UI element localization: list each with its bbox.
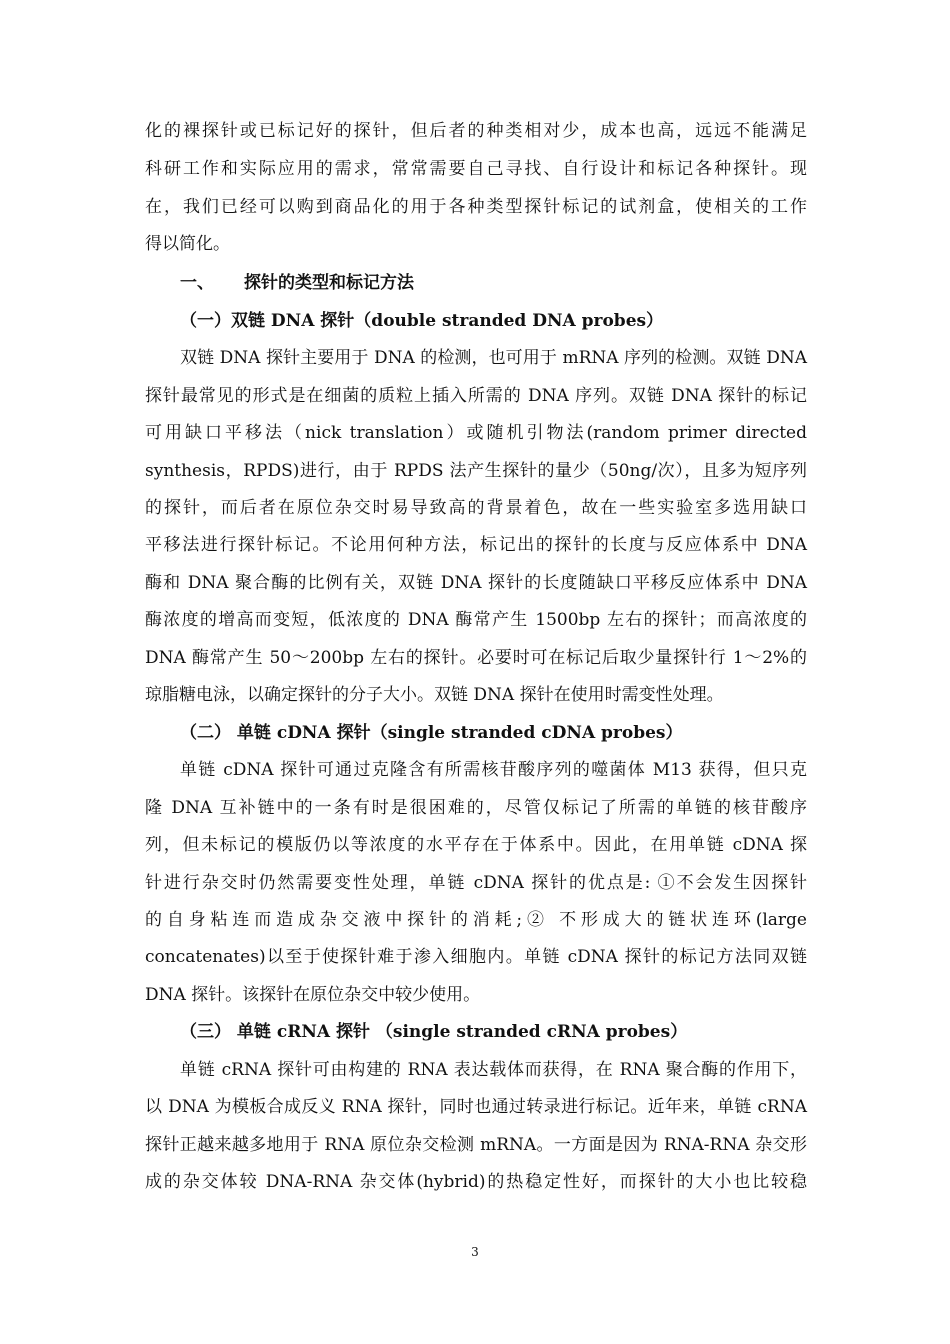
sub1-line-9: DNA 酶常产生 50～200bp 左右的探针。必要时可在标记后取少量探针行 1～2%的 — [145, 648, 807, 668]
intro-line-2: 科研工作和实际应用的需求，常常需要自己寻找、自行设计和标记各种探针。现 — [145, 159, 807, 179]
sub1-line-7: 酶和 DNA 聚合酶的比例有关，双链 DNA 探针的长度随缺口平移反应体系中 DNA — [145, 573, 807, 593]
sub2-line-5: 的自身粘连而造成杂交液中探针的消耗;② 不形成大的链状连环(large — [145, 910, 807, 930]
intro-line-4: 得以简化。 — [145, 234, 230, 254]
sub1-line-1: 双链 DNA 探针主要用于 DNA 的检测，也可用于 mRNA 序列的检测。双链 DNA — [180, 348, 807, 368]
intro-line-3: 在，我们已经可以购到商品化的用于各种类型探针标记的试剂盒，使相关的工作 — [145, 197, 807, 217]
sub1-line-8: 酶浓度的增高而变短，低浓度的 DNA 酶常产生 1500bp 左右的探针；而高浓度的 — [145, 610, 807, 630]
sub3-line-1: 单链 cRNA 探针可由构建的 RNA 表达载体而获得，在 RNA 聚合酶的作用下， — [180, 1060, 807, 1080]
sub1-line-3: 可用缺口平移法（nick translation）或随机引物法(random primer directed — [145, 423, 807, 443]
sub2-line-2: 隆 DNA 互补链中的一条有时是很困难的，尽管仅标记了所需的单链的核苷酸序 — [145, 798, 807, 818]
intro-line-1: 化的裸探针或已标记好的探针，但后者的种类相对少，成本也高，远远不能满足 — [145, 121, 807, 141]
sub3-line-2: 以 DNA 为模板合成反义 RNA 探针，同时也通过转录进行标记。近年来，单链 cRNA — [145, 1097, 807, 1117]
subsection-1-title: （一）双链 DNA 探针（double stranded DNA probes） — [180, 311, 664, 331]
subsection-3-title: （三） 单链 cRNA 探针 （single stranded cRNA probes） — [180, 1022, 688, 1042]
sub3-line-3: 探针正越来越多地用于 RNA 原位杂交检测 mRNA。一方面是因为 RNA-RNA 杂交形 — [145, 1135, 807, 1155]
section-heading — [180, 272, 842, 294]
sub2-line-6: concatenates)以至于使探针难于渗入细胞内。单链 cDNA 探针的标记方法同双链 — [145, 947, 807, 967]
subsection-2-title: （二） 单链 cDNA 探针（single stranded cDNA probes） — [180, 723, 683, 743]
page-number: 3 — [471, 1245, 479, 1259]
section-number: 一、 — [180, 273, 214, 293]
sub1-line-10: 琼脂糖电泳，以确定探针的分子大小。双链 DNA 探针在使用时需变性处理。 — [145, 685, 724, 705]
sub1-line-5: 的探针，而后者在原位杂交时易导致高的背景着色，故在一些实验室多选用缺口 — [145, 498, 807, 518]
section-title: 探针的类型和标记方法 — [244, 273, 414, 293]
sub1-line-4: synthesis，RPDS)进行，由于 RPDS 法产生探针的量少（50ng/次），且多为短序列 — [145, 461, 807, 481]
sub3-line-4: 成的杂交体较 DNA-RNA 杂交体(hybrid)的热稳定性好，而探针的大小也比较稳 — [145, 1172, 807, 1192]
sub1-line-6: 平移法进行探针标记。不论用何种方法，标记出的探针的长度与反应体系中 DNA — [145, 535, 807, 555]
sub2-line-3: 列，但未标记的模版仍以等浓度的水平存在于体系中。因此，在用单链 cDNA 探 — [145, 835, 807, 855]
sub2-line-1: 单链 cDNA 探针可通过克隆含有所需核苷酸序列的噬菌体 M13 获得，但只克 — [180, 760, 807, 780]
sub2-line-4: 针进行杂交时仍然需要变性处理，单链 cDNA 探针的优点是: ①不会发生因探针 — [145, 873, 807, 893]
sub1-line-2: 探针最常见的形式是在细菌的质粒上插入所需的 DNA 序列。双链 DNA 探针的标记 — [145, 386, 807, 406]
sub2-line-7: DNA 探针。该探针在原位杂交中较少使用。 — [145, 985, 481, 1005]
